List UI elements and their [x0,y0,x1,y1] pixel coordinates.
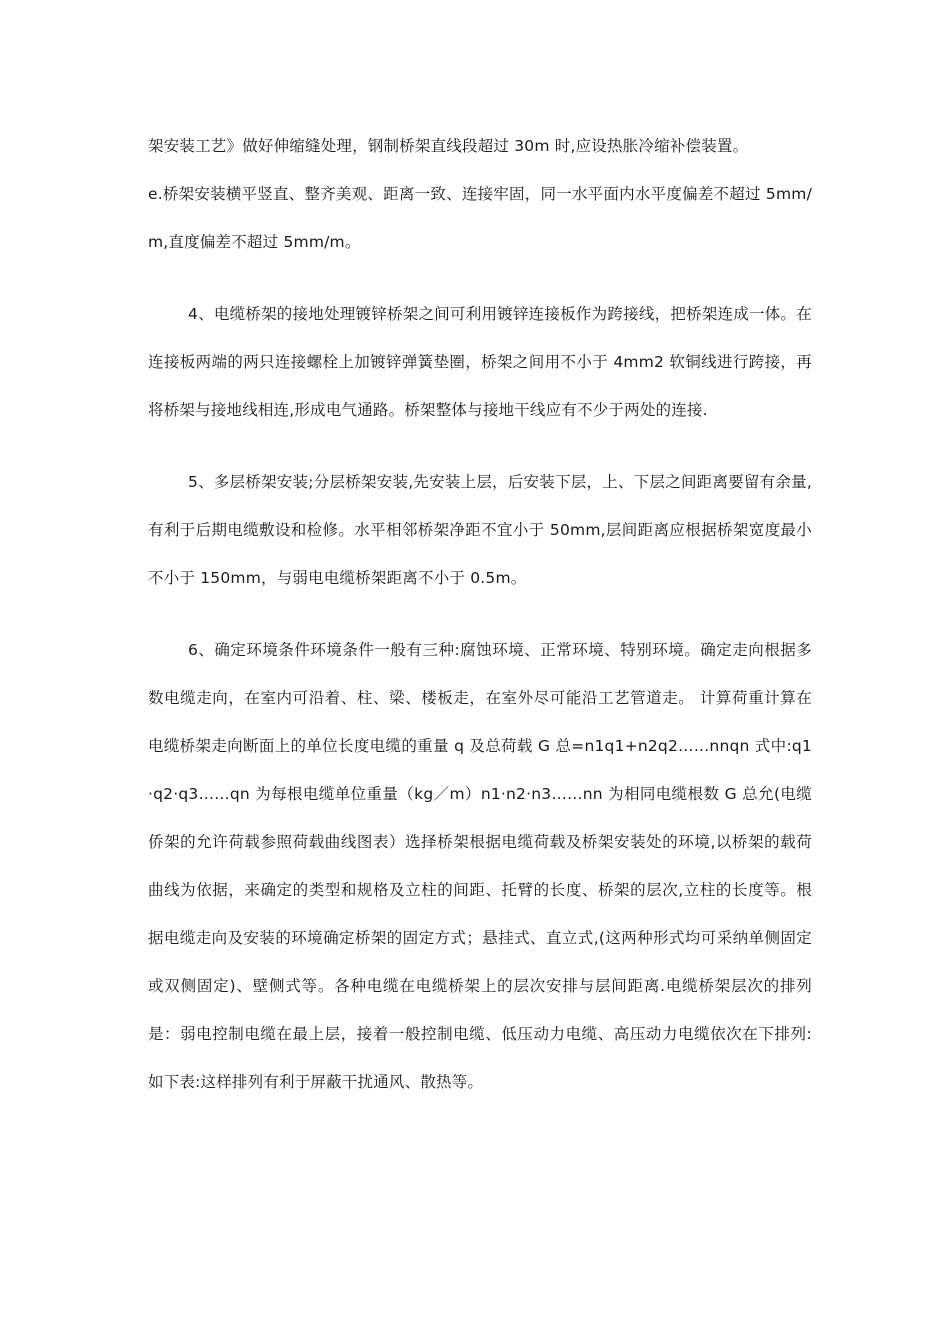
paragraph-environment: 6、确定环境条件环境条件一般有三种:腐蚀环境、正常环境、特别环境。确定走向根据多数电缆走向，在室内可沿着、柱、梁、楼板走，在室外尽可能沿工艺管道走。 计算荷重计算在电缆桥架走向断面上的单位长度电缆的重量 q 及总荷载 G 总=n1q1+n2q2……nnqn 式中:q1·q2·q3……qn 为每根电缆单位重量（kg／m）n1·n2·n3……nn 为相同电缆根数 G 总允(电缆侨架的允许荷载参照荷载曲线图表）选择桥架根据电缆荷载及桥架安装处的环境,以桥架的载荷曲线为依据，来确定的类型和规格及立柱的间距、托臂的长度、桥架的层次,立柱的长度等。根据电缆走向及安装的环境确定桥架的固定方式；悬挂式、直立式,(这两种形式均可采纳单侧固定或双侧固定)、壁侧式等。各种电缆在电缆桥架上的层次安排与层间距离.电缆桥架层次的排列是：弱电控制电缆在最上层，接着一般控制电缆、低压动力电缆、高压动力电缆依次在下排列:如下表:这样排列有利于屏蔽干扰通风、散热等。 [148,641,812,1091]
paragraph-expansion-joint: 架安装工艺》做好伸缩缝处理，钢制桥架直线段超过 30m 时,应设热胀冷缩补偿装置。 [148,137,749,155]
paragraph-item-e: e.桥架安装横平竖直、整齐美观、距离一致、连接牢固，同一水平面内水平度偏差不超过 5mm/m,直度偏差不超过 5mm/m。 [148,185,812,251]
paragraph-multilayer: 5、多层桥架安装;分层桥架安装,先安装上层，后安装下层，上、下层之间距离要留有余量,有利于后期电缆敷设和检修。水平相邻桥架净距不宜小于 50mm,层间距离应根据桥架宽度最小不小于 150mm，与弱电电缆桥架距离不小于 0.5m。 [148,473,812,587]
paragraph-grounding: 4、电缆桥架的接地处理镀锌桥架之间可利用镀锌连接板作为跨接线，把桥架连成一体。在连接板两端的两只连接螺栓上加镀锌弹簧垫圈，桥架之间用不小于 4mm2 软铜线进行跨接，再将桥架与接地线相连,形成电气通路。桥架整体与接地干线应有不少于两处的连接. [148,305,812,419]
document-body [148,122,812,1106]
